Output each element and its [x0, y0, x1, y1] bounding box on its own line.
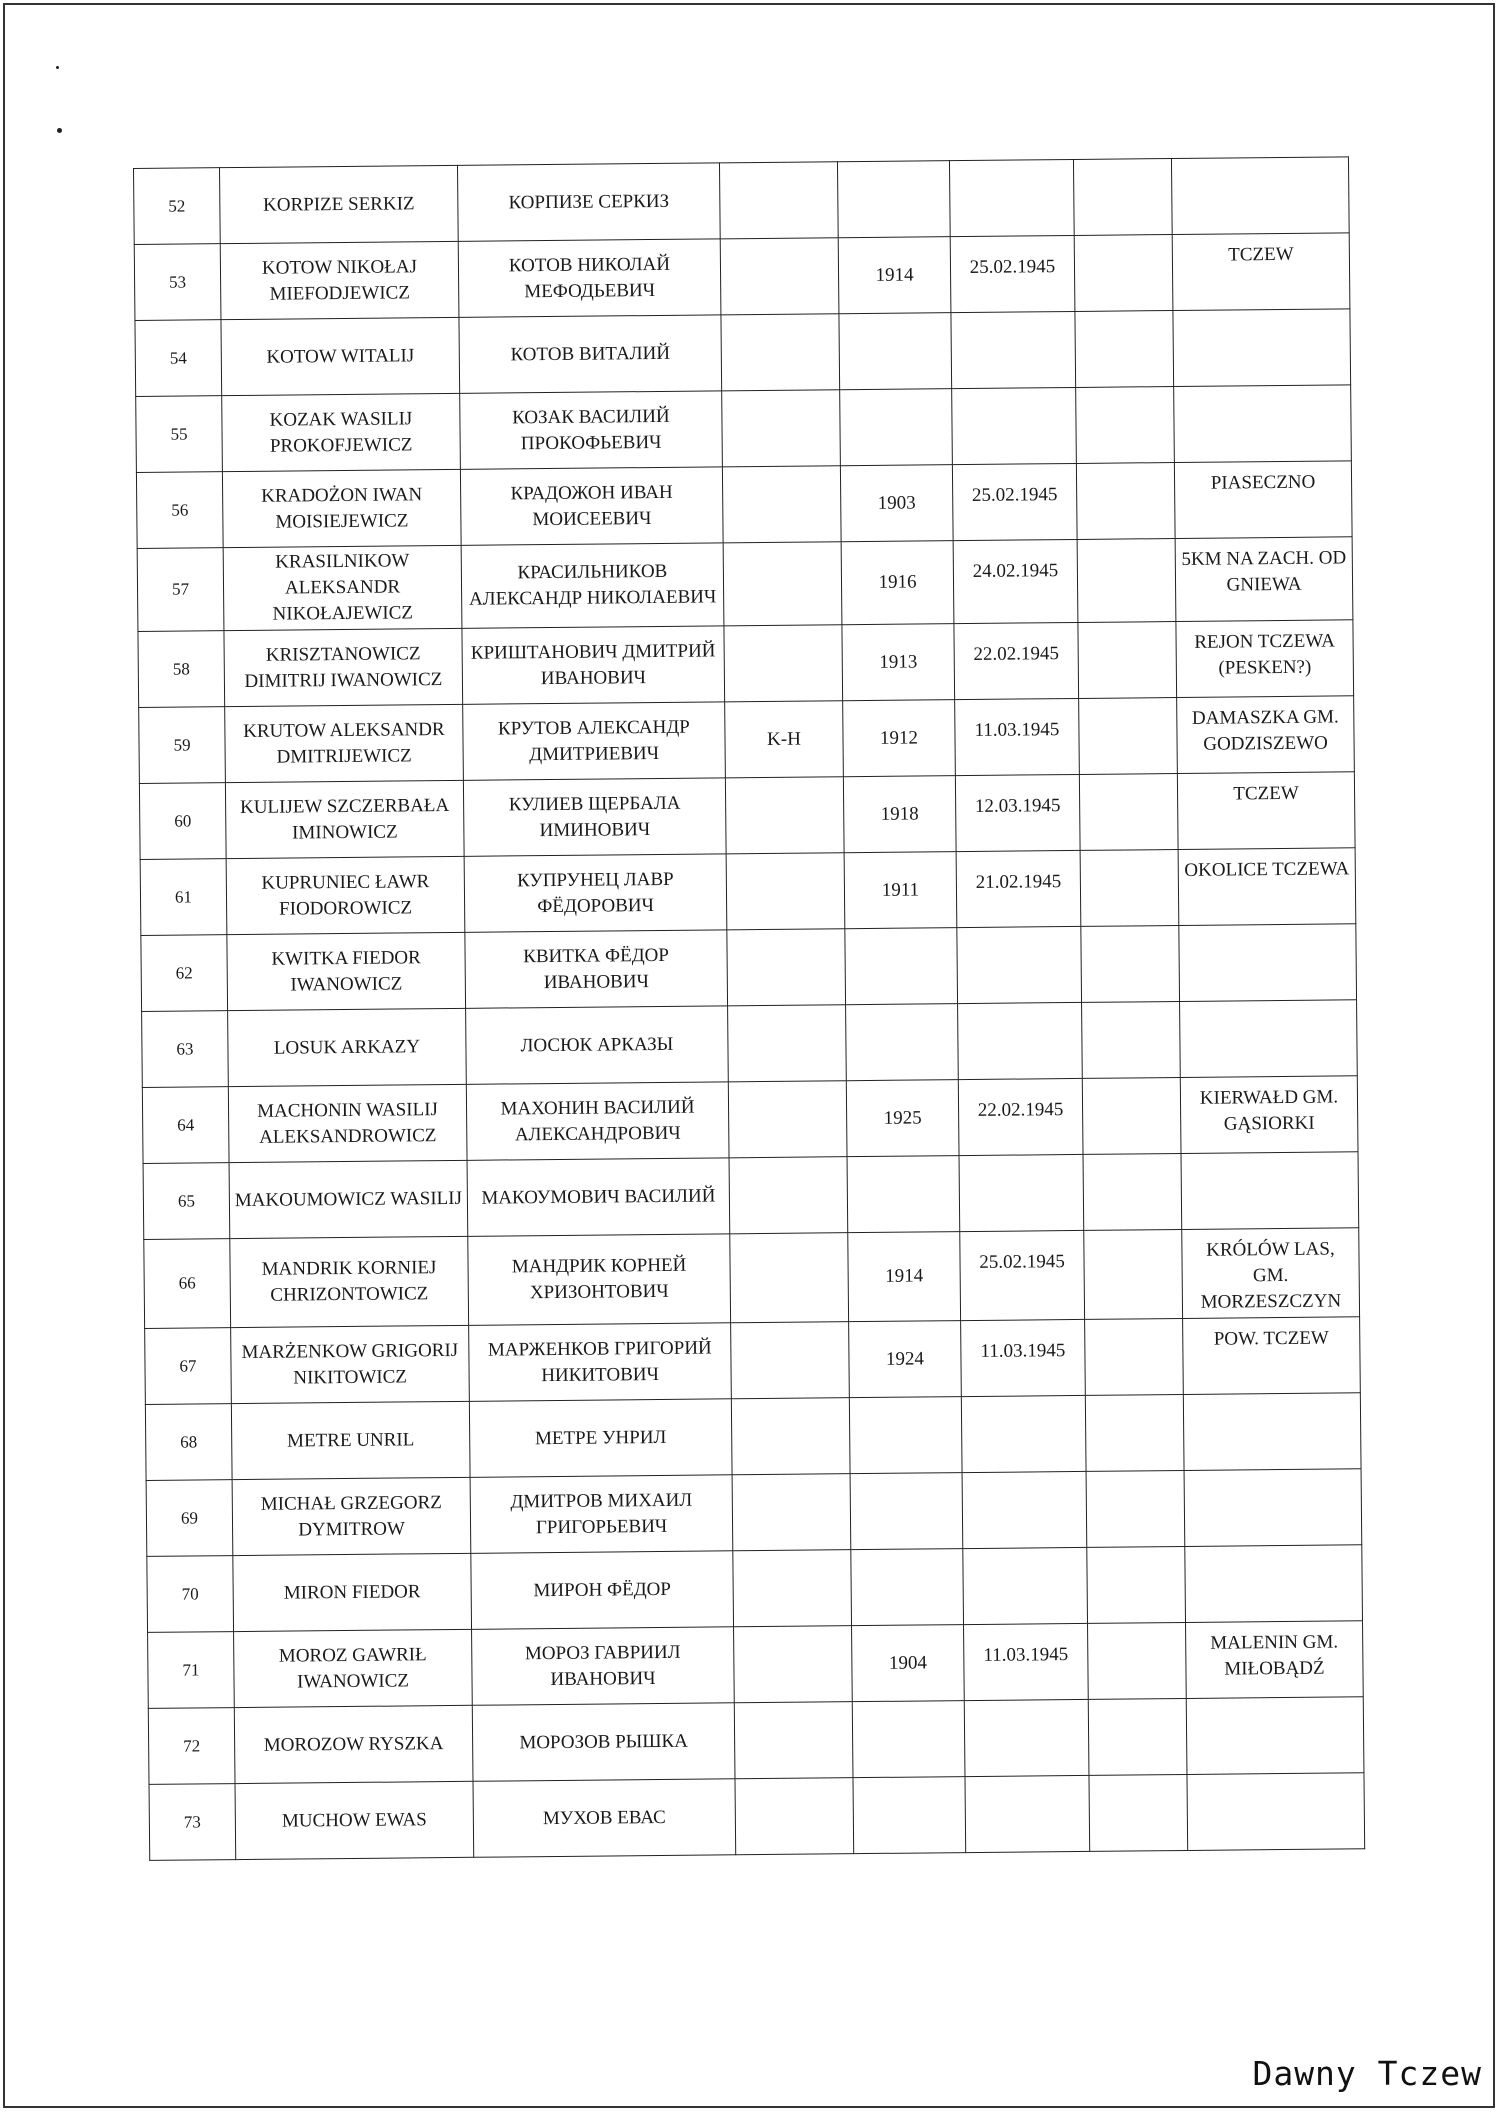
death-date-cell: 25.02.1945 — [960, 1230, 1085, 1320]
name-latin-cell: KUPRUNIEC ŁAWR FIODOROWICZ — [226, 856, 465, 934]
birth-year-cell — [853, 1777, 966, 1854]
birth-year-cell — [850, 1473, 963, 1550]
place-of-death-cell — [1174, 385, 1352, 463]
table-row — [135, 309, 1351, 397]
row-number-cell: 60 — [139, 783, 226, 860]
name-cyrillic-cell: МОРОЗ ГАВРИИЛ ИВАНОВИЧ — [472, 1627, 735, 1706]
name-cyrillic-cell: МАХОНИН ВАСИЛИЙ АЛЕКСАНДРОВИЧ — [466, 1082, 729, 1161]
name-latin-cell: MAKOUMOWICZ WASILIJ — [229, 1160, 468, 1238]
name-cyrillic-cell: МОРОЗОВ РЫШКА — [472, 1703, 735, 1782]
rank-cell — [726, 853, 845, 930]
blank-cell — [1086, 1470, 1185, 1547]
row-number-cell: 73 — [149, 1784, 236, 1861]
rank-cell — [729, 1157, 848, 1234]
blank-cell — [1087, 1546, 1186, 1623]
table-row — [145, 1393, 1361, 1481]
place-of-death-cell: OKOLICE TCZEWA — [1178, 848, 1356, 926]
rank-cell — [731, 1322, 850, 1399]
death-date-cell — [951, 311, 1076, 388]
place-of-death-cell: PIASECZNO — [1174, 461, 1352, 539]
row-number-cell: 54 — [135, 320, 222, 397]
rank-cell — [725, 777, 844, 854]
blank-cell — [1075, 311, 1174, 388]
name-latin-cell: MANDRIK KORNIEJ CHRIZONTOWICZ — [230, 1236, 469, 1327]
birth-year-cell: 1914 — [838, 237, 951, 314]
place-of-death-cell — [1171, 157, 1349, 235]
rank-cell — [735, 1778, 854, 1855]
place-of-death-cell: MALENIN GM. MIŁOBĄDŹ — [1186, 1621, 1364, 1699]
table-row — [143, 1152, 1359, 1240]
rank-cell — [722, 466, 841, 543]
birth-year-cell — [846, 1004, 959, 1081]
birth-year-cell — [840, 389, 953, 466]
blank-cell — [1079, 774, 1178, 851]
blank-cell — [1085, 1318, 1184, 1395]
table-row — [146, 1469, 1362, 1557]
rank-cell — [734, 1626, 853, 1703]
rank-cell — [724, 625, 843, 702]
death-date-cell: 21.02.1945 — [956, 850, 1081, 927]
row-number-cell: 57 — [137, 548, 224, 632]
name-cyrillic-cell: МИРОН ФЁДОР — [471, 1551, 734, 1630]
name-cyrillic-cell: КОТОВ НИКОЛАЙ МЕФОДЬЕВИЧ — [458, 239, 721, 318]
place-of-death-cell — [1186, 1697, 1364, 1775]
blank-cell — [1088, 1698, 1187, 1775]
birth-year-cell — [839, 313, 952, 390]
table-row — [134, 233, 1350, 321]
name-cyrillic-cell: ДМИТРОВ МИХАИЛ ГРИГОРЬЕВИЧ — [470, 1475, 733, 1554]
death-date-cell — [965, 1775, 1090, 1852]
name-cyrillic-cell: МАРЖЕНКОВ ГРИГОРИЙ НИКИТОВИЧ — [469, 1323, 732, 1402]
name-cyrillic-cell: МАНДРИК КОРНЕЙ ХРИЗОНТОВИЧ — [468, 1234, 731, 1326]
name-latin-cell: KWITKA FIEDOR IWANOWICZ — [227, 932, 466, 1010]
rank-cell — [723, 542, 842, 626]
name-latin-cell: MUCHOW EWAS — [235, 1781, 474, 1859]
row-number-cell: 66 — [144, 1239, 231, 1329]
blank-cell — [1085, 1394, 1184, 1471]
place-of-death-cell — [1181, 1152, 1359, 1230]
table-row — [148, 1621, 1364, 1709]
name-cyrillic-cell: МЕТРЕ УНРИЛ — [469, 1399, 732, 1478]
name-cyrillic-cell: КРАСИЛЬНИКОВ АЛЕКСАНДР НИКОЛАЕВИЧ — [461, 543, 724, 629]
name-latin-cell: MOROZOW RYSZKA — [234, 1705, 473, 1783]
row-number-cell: 67 — [145, 1328, 232, 1405]
row-number-cell: 55 — [136, 396, 223, 473]
blank-cell — [1074, 235, 1173, 312]
name-cyrillic-cell: МУХОВ ЕВАС — [473, 1779, 736, 1858]
place-of-death-cell — [1184, 1469, 1362, 1547]
name-latin-cell: KRISZTANOWICZ DIMITRIJ IWANOWICZ — [224, 628, 463, 706]
death-date-cell: 12.03.1945 — [955, 774, 1080, 851]
name-latin-cell: MACHONIN WASILIJ ALEKSANDROWICZ — [228, 1084, 467, 1162]
birth-year-cell — [849, 1397, 962, 1474]
row-number-cell: 61 — [140, 859, 227, 936]
rank-cell — [722, 390, 841, 467]
name-latin-cell: KRASILNIKOW ALEKSANDR NIKOŁAJEWICZ — [223, 545, 462, 630]
name-latin-cell: MIRON FIEDOR — [233, 1553, 472, 1631]
row-number-cell: 53 — [134, 244, 221, 321]
name-latin-cell: KOTOW NIKOŁAJ MIEFODJEWICZ — [220, 241, 459, 319]
birth-year-cell: 1913 — [842, 624, 955, 701]
rank-cell — [728, 1081, 847, 1158]
birth-year-cell: 1904 — [852, 1625, 965, 1702]
death-date-cell: 22.02.1945 — [958, 1078, 1083, 1155]
blank-cell — [1080, 849, 1179, 926]
name-cyrillic-cell: КУПРУНЕЦ ЛАВР ФЁДОРОВИЧ — [464, 854, 727, 933]
scan-speck — [56, 66, 59, 69]
place-of-death-cell: TCZEW — [1177, 772, 1355, 850]
rank-cell — [728, 1005, 847, 1082]
row-number-cell: 52 — [134, 168, 221, 245]
table-row — [139, 696, 1355, 784]
blank-cell — [1073, 159, 1172, 236]
birth-year-cell — [851, 1549, 964, 1626]
row-number-cell: 64 — [142, 1087, 229, 1164]
name-cyrillic-cell: КОЗАК ВАСИЛИЙ ПРОКОФЬЕВИЧ — [460, 391, 723, 470]
table-row — [145, 1317, 1361, 1405]
row-number-cell: 71 — [148, 1632, 235, 1709]
name-latin-cell: KULIJEW SZCZERBAŁA IMINOWICZ — [225, 780, 464, 858]
blank-cell — [1076, 387, 1175, 464]
blank-cell — [1079, 698, 1178, 775]
table-row — [142, 1076, 1358, 1164]
name-latin-cell: MICHAŁ GRZEGORZ DYMITROW — [232, 1477, 471, 1555]
birth-year-cell: 1925 — [846, 1080, 959, 1157]
table-row — [138, 620, 1354, 708]
birth-year-cell: 1916 — [841, 541, 954, 625]
birth-year-cell: 1914 — [848, 1232, 961, 1322]
blank-cell — [1089, 1774, 1188, 1851]
name-latin-cell: KRADOŻON IWAN MOISIEJEWICZ — [222, 469, 461, 547]
register-body — [134, 157, 1365, 1861]
watermark-text: Dawny Tczew — [1252, 2054, 1482, 2093]
row-number-cell: 63 — [142, 1011, 229, 1088]
name-latin-cell: KOTOW WITALIJ — [221, 317, 460, 395]
name-latin-cell: KOZAK WASILIJ PROKOFJEWICZ — [222, 393, 461, 471]
place-of-death-cell: TCZEW — [1172, 233, 1350, 311]
birth-year-cell: 1918 — [843, 776, 956, 853]
rank-cell — [720, 238, 839, 315]
row-number-cell: 58 — [138, 631, 225, 708]
death-date-cell — [959, 1154, 1084, 1231]
rank-cell — [733, 1550, 852, 1627]
name-latin-cell: LOSUK ARKAZY — [228, 1008, 467, 1086]
row-number-cell: 68 — [145, 1404, 232, 1481]
blank-cell — [1083, 1153, 1182, 1230]
place-of-death-cell: KRÓLÓW LAS, GM. MORZESZCZYN — [1182, 1228, 1360, 1319]
death-date-cell — [957, 926, 1082, 1003]
table-row — [147, 1545, 1363, 1633]
row-number-cell: 65 — [143, 1163, 230, 1240]
rank-cell — [731, 1398, 850, 1475]
place-of-death-cell — [1187, 1773, 1365, 1851]
name-cyrillic-cell: КРУТОВ АЛЕКСАНДР ДМИТРИЕВИЧ — [463, 702, 726, 781]
table-row — [137, 537, 1353, 632]
blank-cell — [1076, 463, 1175, 540]
table-row — [140, 848, 1356, 936]
blank-cell — [1078, 622, 1177, 699]
death-date-cell: 11.03.1945 — [961, 1319, 1086, 1396]
birth-year-cell: 1911 — [844, 852, 957, 929]
place-of-death-cell: 5KM NA ZACH. OD GNIEWA — [1175, 537, 1353, 622]
name-cyrillic-cell: КОТОВ ВИТАЛИЙ — [459, 315, 722, 394]
rank-cell — [721, 314, 840, 391]
table-row — [136, 461, 1352, 549]
row-number-cell: 69 — [146, 1480, 233, 1557]
place-of-death-cell: POW. TCZEW — [1183, 1317, 1361, 1395]
row-number-cell: 59 — [139, 707, 226, 784]
table-row — [141, 924, 1357, 1012]
death-date-cell: 11.03.1945 — [964, 1623, 1089, 1700]
name-latin-cell: MARŻENKOW GRIGORIJ NIKITOWICZ — [231, 1325, 470, 1403]
table-row — [139, 772, 1355, 860]
name-latin-cell: MOROZ GAWRIŁ IWANOWICZ — [234, 1629, 473, 1707]
rank-cell — [730, 1233, 849, 1323]
row-number-cell: 62 — [141, 935, 228, 1012]
place-of-death-cell — [1173, 309, 1351, 387]
table-row — [134, 157, 1350, 245]
birth-year-cell — [852, 1701, 965, 1778]
name-latin-cell: METRE UNRIL — [231, 1401, 470, 1479]
name-cyrillic-cell: КВИТКА ФЁДОР ИВАНОВИЧ — [465, 930, 728, 1009]
birth-year-cell — [845, 928, 958, 1005]
place-of-death-cell: KIERWAŁD GM. GĄSIORKI — [1180, 1076, 1358, 1154]
name-cyrillic-cell: КОРПИЗЕ СЕРКИЗ — [457, 163, 720, 242]
death-date-cell — [964, 1699, 1089, 1776]
death-date-cell — [962, 1471, 1087, 1548]
birth-year-cell: 1903 — [840, 465, 953, 542]
place-of-death-cell: REJON TCZEWA (PESKEN?) — [1176, 620, 1354, 698]
table-row — [144, 1228, 1360, 1329]
name-latin-cell: KORPIZE SERKIZ — [220, 165, 459, 243]
blank-cell — [1077, 539, 1176, 623]
table-row — [148, 1697, 1364, 1785]
scan-speck — [57, 128, 62, 133]
rank-cell: K-H — [725, 701, 844, 778]
death-date-cell — [958, 1002, 1083, 1079]
name-cyrillic-cell: ЛОСЮК АРКАЗЫ — [466, 1006, 729, 1085]
blank-cell — [1088, 1622, 1187, 1699]
blank-cell — [1082, 1001, 1181, 1078]
blank-cell — [1081, 925, 1180, 1002]
birth-year-cell — [847, 1156, 960, 1233]
name-cyrillic-cell: МАКОУМОВИЧ ВАСИЛИЙ — [467, 1158, 730, 1237]
rank-cell — [732, 1474, 851, 1551]
row-number-cell: 56 — [136, 472, 223, 549]
place-of-death-cell: DAMASZKA GM. GODZISZEWO — [1177, 696, 1355, 774]
blank-cell — [1082, 1077, 1181, 1154]
row-number-cell: 72 — [148, 1708, 235, 1785]
death-date-cell: 22.02.1945 — [954, 622, 1079, 699]
name-cyrillic-cell: КРАДОЖОН ИВАН МОИСЕЕВИЧ — [460, 467, 723, 546]
table-row — [142, 1000, 1358, 1088]
row-number-cell: 70 — [147, 1556, 234, 1633]
blank-cell — [1084, 1229, 1183, 1319]
table-row — [136, 385, 1352, 473]
place-of-death-cell — [1180, 1000, 1358, 1078]
death-date-cell — [952, 387, 1077, 464]
rank-cell — [727, 929, 846, 1006]
burial-register-table — [133, 156, 1365, 1861]
name-cyrillic-cell: КУЛИЕВ ЩЕРБАЛА ИМИНОВИЧ — [463, 778, 726, 857]
birth-year-cell: 1912 — [843, 700, 956, 777]
death-date-cell — [963, 1547, 1088, 1624]
name-latin-cell: KRUTOW ALEKSANDR DMITRIJEWICZ — [225, 704, 464, 782]
death-date-cell — [961, 1395, 1086, 1472]
birth-year-cell: 1924 — [849, 1321, 962, 1398]
place-of-death-cell — [1179, 924, 1357, 1002]
table-row — [149, 1773, 1365, 1861]
birth-year-cell — [837, 161, 950, 238]
death-date-cell: 25.02.1945 — [952, 463, 1077, 540]
death-date-cell: 25.02.1945 — [950, 235, 1075, 312]
rank-cell — [734, 1702, 853, 1779]
death-date-cell: 24.02.1945 — [953, 539, 1078, 623]
death-date-cell: 11.03.1945 — [955, 698, 1080, 775]
rank-cell — [719, 162, 838, 239]
place-of-death-cell — [1183, 1393, 1361, 1471]
name-cyrillic-cell: КРИШТАНОВИЧ ДМИТРИЙ ИВАНОВИЧ — [462, 626, 725, 705]
death-date-cell — [949, 159, 1074, 236]
place-of-death-cell — [1185, 1545, 1363, 1623]
